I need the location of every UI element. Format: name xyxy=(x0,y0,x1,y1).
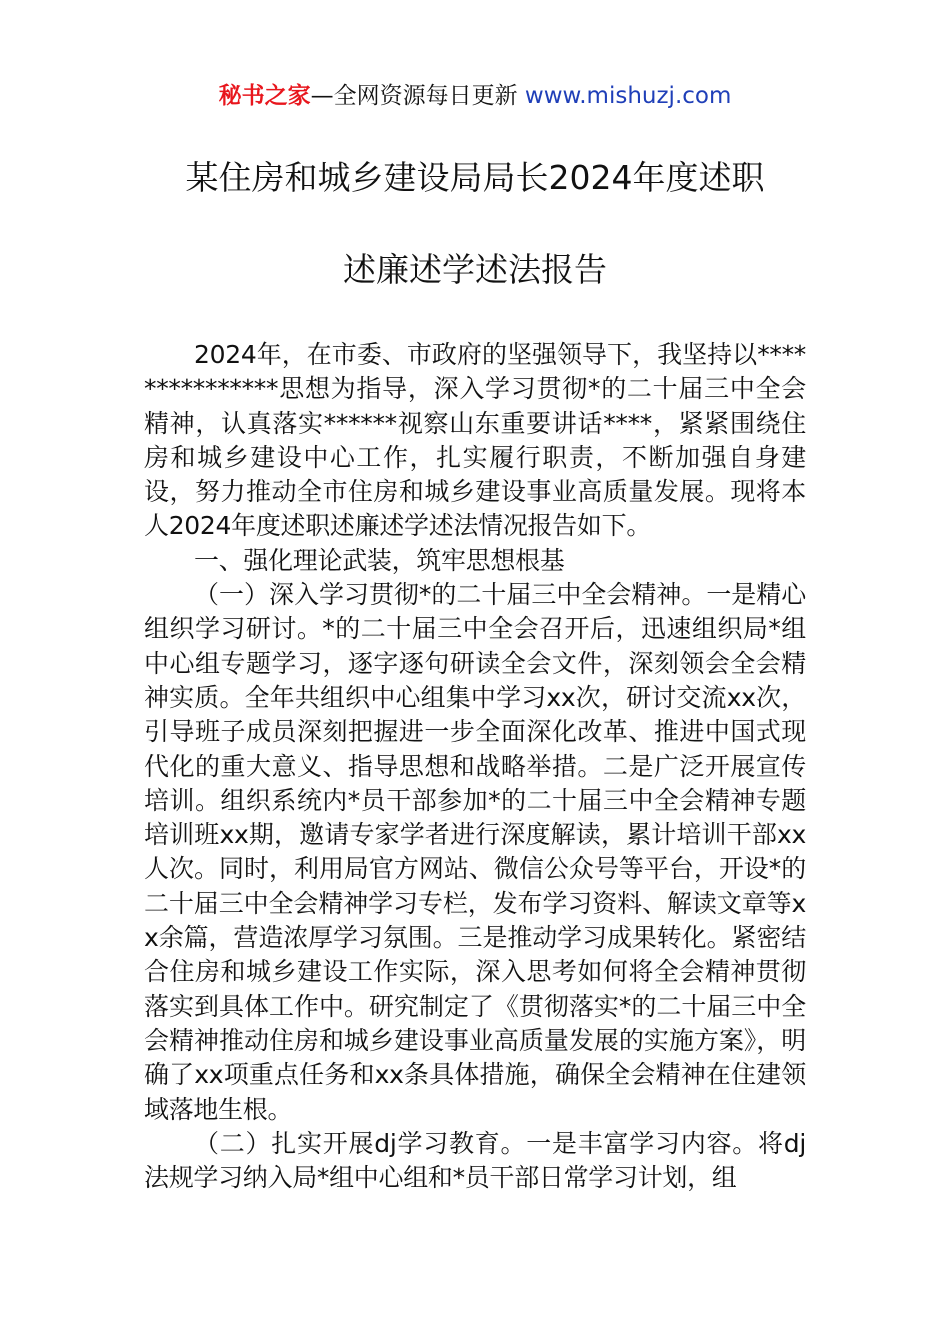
intro-paragraph: 2024年，在市委、市政府的坚强领导下，我坚持以***************思想为指导，深入学习贯彻*的二十届三中全会精神，认真落实******视察山东重要讲话****，紧紧围绕住房和城乡建设中心工作，扎实履行职责，不断加强自身建设，努力推动全市住房和城乡建设事业高质量发展。现将本人2024年度述职述廉述学述法情况报告如下。 xyxy=(144,340,806,541)
site-header xyxy=(0,80,950,112)
site-url-link[interactable]: www.mishuzj.com xyxy=(524,83,732,109)
section-heading-1: 一、强化理论武装，筑牢思想根基 xyxy=(194,545,565,575)
subsection-paragraph-1: （一）深入学习贯彻*的二十届三中全会精神。一是精心组织学习研讨。*的二十届三中全会召开后，迅速组织局*组中心组专题学习，逐字逐句研读全会文件，深刻领会全会精神实质。全年共组织中心组集中学习xx次，研讨交流xx次，引导班子成员深刻把握进一步全面深化改革、推进中国式现代化的重大意义、指导思想和战略举措。二是广泛开展宣传培训。组织系统内*员干部参加*的二十届三中全会精神专题培训班xx期，邀请专家学者进行深度解读，累计培训干部xx人次。同时，利用局官方网站、微信公众号等平台，开设*的二十届三中全会精神学习专栏，发布学习资料、解读文章等xx余篇，营造浓厚学习氛围。三是推动学习成果转化。紧密结合住房和城乡建设工作实际，深入思考如何将全会精神贯彻落实到具体工作中。研究制定了《贯彻落实*的二十届三中全会精神推动住房和城乡建设事业高质量发展的实施方案》，明确了xx项重点任务和xx条具体措施，确保全会精神在住建领域落地生根。 xyxy=(144,580,806,1124)
document-title-line-1: 某住房和城乡建设局局长2024年度述职 xyxy=(185,158,765,197)
subsection-paragraph-2: （二）扎实开展dj学习教育。一是丰富学习内容。将dj法规学习纳入局*组中心组和*员干部日常学习计划，组 xyxy=(144,1128,806,1193)
document-body xyxy=(144,338,806,1195)
site-brand: 秘书之家 xyxy=(218,83,311,109)
site-tagline: —全网资源每日更新 xyxy=(310,83,518,109)
document-title-line-2: 述廉述学述法报告 xyxy=(343,250,607,289)
